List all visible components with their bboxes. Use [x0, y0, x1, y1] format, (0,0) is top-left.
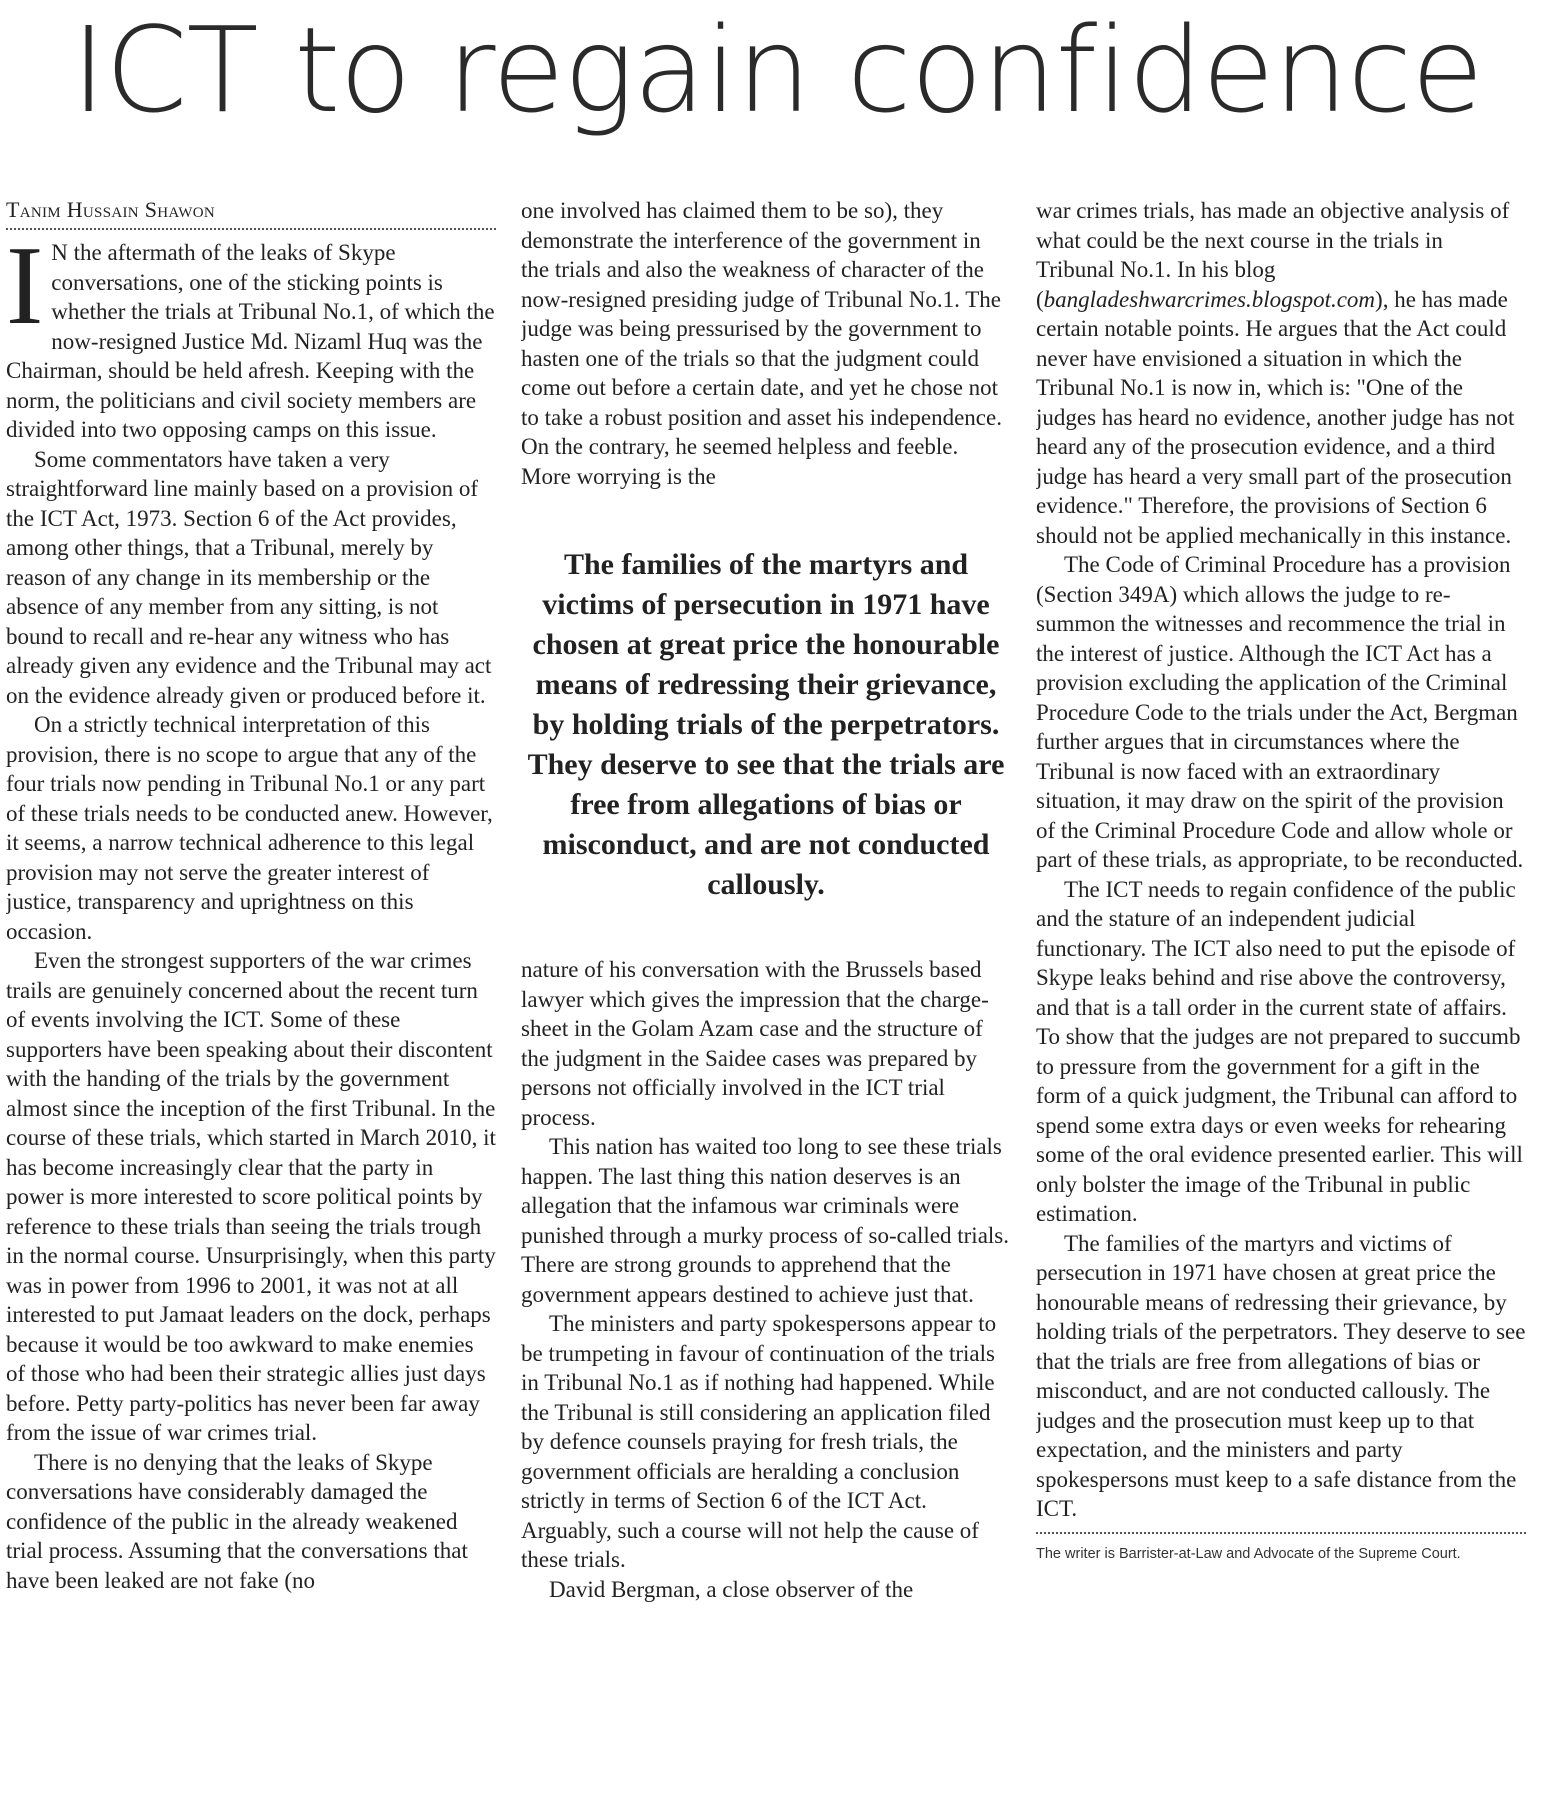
- paragraph-2: Some commentators have taken a very straightforward line mainly based on a provision of the ICT Act, 1973. Section 6 of the Act provides, among other things, that a Tribunal, merely by reason of any change in its membership or the absence of any member from any sitting, is not bound to recall and re-hear any witness who has already given any evidence and the Tribunal may act on the evidence already given or produced before it.: [6, 446, 492, 708]
- paragraph-1-text: N the aftermath of the leaks of Skype conversations, one of the sticking points is whether the trials at Tribunal No.1, of which the now-resigned Justice Md. Nizaml Huq was the Chairman, should be held afresh. Keeping with the norm, the politicians and civil society members are divided into two opposing camps on this issue.: [6, 240, 495, 442]
- writer-note: The writer is Barrister-at-Law and Advocate of the Supreme Court.: [1036, 1545, 1461, 1562]
- paragraph-14: The families of the martyrs and victims of persecution in 1971 have chosen at great price the honourable means of redressing their grievance, by holding trials of the perpetrators. They deserve to see that the trials are free from allegations of bias or misconduct, and are not conducted callously. The judges and the prosecution must keep up to that expectation, and the ministers and party spokespersons must keep to a safe distance from the ICT.: [1036, 1230, 1526, 1521]
- paragraph-7: nature of his conversation with the Brussels based lawyer which gives the impression that the charge-sheet in the Golam Azam case and the structure of the judgment in the Saidee cases was prepared by persons not officially involved in the ICT trial process.: [521, 957, 989, 1130]
- paragraph-11: [1036, 196, 1526, 550]
- article-column-3: [1036, 196, 1526, 1796]
- article-column-1: [6, 196, 496, 1796]
- article-column-2: [521, 196, 1011, 1799]
- paragraph-12: The Code of Criminal Procedure has a provision (Section 349A) which allows the judge to re-summon the witnesses and recommence the trial in the interest of justice. Although the ICT Act has a provision excluding the application of the Criminal Procedure Code to the trials under the Act, Bergman further argues that in circumstances where the Tribunal is now faced with an extraordinary situation, it may draw on the spirit of the provision of the Criminal Procedure Code and allow whole or part of these trials, as appropriate, to be reconducted.: [1036, 552, 1524, 872]
- paragraph-5: There is no denying that the leaks of Skype conversations have considerably damaged the confidence of the public in the already weakened trial process. Assuming that the conversations that have been leaked are not fake (no: [6, 1449, 468, 1593]
- byline: Tanim Hussain Shawon: [6, 196, 496, 230]
- headline: ICT to regain confidence: [71, 1, 1483, 139]
- paragraph-3: On a strictly technical interpretation of this provision, there is no scope to argue that any of the four trials now pending in Tribunal No.1 or any part of these trials needs to be conducted anew. However, it seems, a narrow technical adherence to this legal provision may not serve the greater interest of justice, transparency and uprightness on this occasion.: [6, 712, 493, 944]
- drop-cap: I: [6, 224, 44, 348]
- paragraph-13: The ICT needs to regain confidence of the public and the stature of an independent judicial functionary. The ICT also need to put the episode of Skype leaks behind and rise above the controversy, and that is a tall order in the current state of affairs. To show that the judges are not prepared to succumb to pressure from the government for a gift in the form of a quick judgment, the Tribunal can afford to spend some extra days or even weeks for rehearing some of the oral evidence presented earlier. This will only bolster the image of the Tribunal in public estimation.: [1036, 876, 1523, 1226]
- paragraph-9: The ministers and party spokespersons appear to be trumpeting in favour of continuation of the trials in Tribunal No.1 as if nothing had happened. While the Tribunal is still considering an application filed by defence counsels praying for fresh trials, the government officials are heralding a conclusion strictly in terms of Section 6 of the ICT Act. Arguably, such a course will not help the cause of these trials.: [521, 1311, 997, 1572]
- pull-quote: The families of the martyrs and victims of persecution in 1971 have chosen at great price the honourable means of redressing their grievance, by holding trials of the perpetrators. They deserve to see that the trials are free from allegations of bias or misconduct, and are not conducted callously.: [527, 548, 1005, 901]
- paragraph-10: David Bergman, a close observer of the: [549, 1576, 914, 1602]
- paragraph-1: [6, 224, 496, 445]
- paragraph-4: Even the strongest supporters of the war crimes trails are genuinely concerned about the recent turn of events involving the ICT. Some of these supporters have been speaking about their discontent with the handing of the trials by the government almost since the inception of the first Tribunal. In the course of these trials, which started in March 2010, it has become increasingly clear that the party in power is more interested to score political points by reference to these trials than seeing the trials trough in the normal course. Unsurprisingly, when this party was in power from 1996 to 2001, it was not at all interested to put Jamaat leaders on the dock, perhaps because it would be too awkward to make enemies of those who had been their strategic allies just days before. Petty party-politics has never been far away from the issue of war crimes trial.: [6, 948, 496, 1445]
- writer-divider: [1036, 1532, 1526, 1534]
- paragraph-8: This nation has waited too long to see these trials happen. The last thing this nation deserves is an allegation that the infamous war criminals were punished through a murky process of so-called trials. There are strong grounds to apprehend that the government appears destined to achieve just that.: [521, 1134, 1009, 1307]
- blog-url: bangladeshwarcrimes.blogspot.com: [1043, 286, 1376, 312]
- paragraph-11-text-a: war crimes trials, has made an objective analysis of what could be the next course in the trials in Tribunal No.1. In his blog (: [1036, 198, 1510, 312]
- paragraph-6: one involved has claimed them to be so), they demonstrate the interference of the government in the trials and also the weakness of character of the now-resigned presiding judge of Tribunal No.1. The judge was being pressurised by the government to hasten one of the trials so that the judgment could come out before a certain date, and yet he chose not to take a robust position and asset his independence. On the contrary, he seemed helpless and feeble. More worrying is the: [521, 198, 1002, 489]
- paragraph-11-text-b: ), he has made certain notable points. He argues that the Act could never have envisioned a situation in which the Tribunal No.1 is now in, which is: "One of the judges has heard no evidence, another judge has not heard any of the prosecution evidence, and a third judge has heard a very small part of the prosecution evidence." Therefore, the provisions of Section 6 should not be applied mechanically in this instance.: [1036, 286, 1515, 548]
